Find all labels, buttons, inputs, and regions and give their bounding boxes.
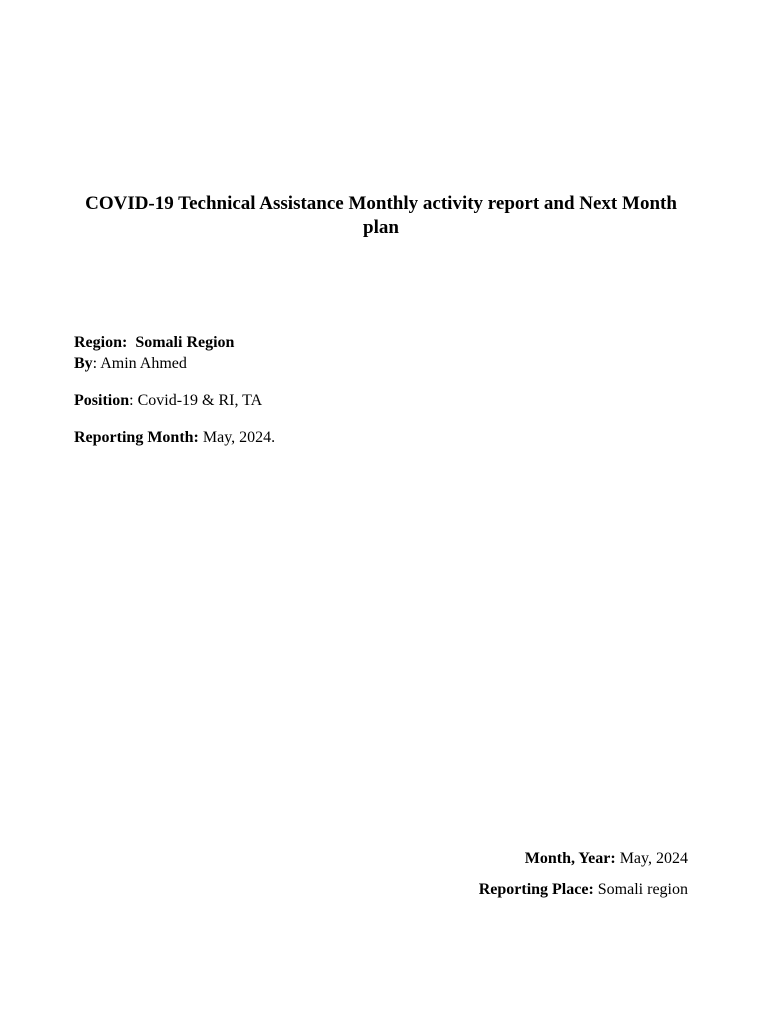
by-value: : Amin Ahmed (92, 355, 187, 372)
position-label: Position (74, 392, 130, 409)
reporting-month-line (74, 427, 275, 448)
month-year-label: Month, Year: (524, 850, 616, 867)
reporting-month-value: May, 2024. (198, 429, 276, 446)
month-year-value: May, 2024 (615, 850, 688, 867)
position-line (74, 390, 262, 411)
region-value: Somali Region (135, 334, 235, 351)
by-label: By (74, 355, 93, 372)
reporting-place-value: Somali region (593, 881, 688, 898)
reporting-month-label: Reporting Month: (74, 429, 199, 446)
position-value: : Covid-19 & RI, TA (129, 392, 263, 409)
region-line (74, 332, 234, 353)
month-year-line (525, 848, 688, 869)
region-label: Region: (74, 334, 128, 351)
report-title: COVID-19 Technical Assistance Monthly activity report and Next Month plan (85, 193, 677, 238)
by-line (74, 353, 187, 374)
reporting-place-label: Reporting Place: (478, 881, 594, 898)
reporting-place-line (479, 879, 688, 900)
